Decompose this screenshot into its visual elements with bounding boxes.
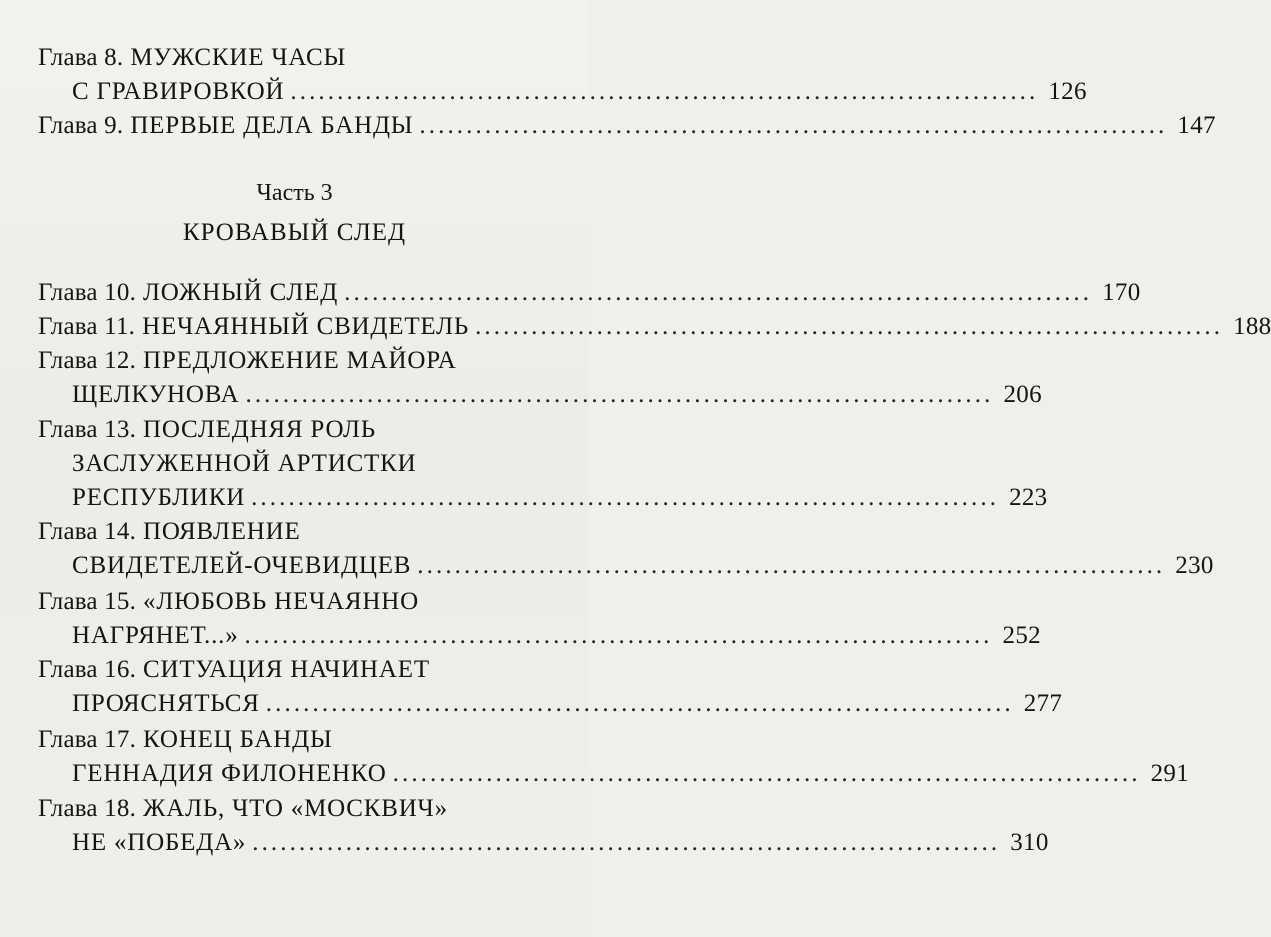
chapter-title: МУЖСКИЕ ЧАСЫ (130, 44, 347, 71)
chapter-title: «ЛЮБОВЬ НЕЧАЯННО (143, 588, 419, 615)
chapter-title: КОНЕЦ БАНДЫ (143, 726, 333, 753)
dot-leader: ................................................................................ (252, 829, 1001, 856)
part-label: Часть 3 (256, 180, 333, 206)
chapter-label: Глава 9. (38, 112, 124, 139)
chapter-label: Глава 17. (38, 726, 137, 753)
chapter-title: НАГРЯНЕТ...» (72, 622, 239, 649)
chapter-label: Глава 10. (38, 279, 137, 306)
chapter-title: ПРЕДЛОЖЕНИЕ МАЙОРА (143, 347, 457, 374)
page-number: 147 (1177, 112, 1216, 139)
toc-entry-chapter-15-line-1 (38, 588, 508, 622)
chapter-label: Глава 14. (38, 518, 137, 545)
toc-entry-chapter-8-line-1 (38, 44, 508, 78)
chapter-title: ЖАЛЬ, ЧТО «МОСКВИЧ» (143, 795, 448, 822)
chapter-title: НЕ «ПОБЕДА» (72, 829, 247, 856)
toc-entry-chapter-16-line-2 (72, 690, 1063, 724)
toc-entry-chapter-16-line-1 (38, 656, 508, 690)
chapter-title: ЩЕЛКУНОВА (72, 381, 240, 408)
part-title: КРОВАВЫЙ СЛЕД (182, 219, 407, 246)
dot-leader: ................................................................................ (244, 622, 993, 649)
chapter-title: СВИДЕТЕЛЕЙ-ОЧЕВИДЦЕВ (72, 552, 412, 579)
toc-entry-chapter-13-line-2 (72, 450, 532, 484)
page-number: 188 (1233, 313, 1271, 340)
toc-entry-chapter-14-line-1 (38, 518, 508, 552)
toc-entry-chapter-10 (38, 279, 1141, 313)
chapter-label: Глава 8. (38, 44, 124, 71)
toc-entry-chapter-12-line-2 (72, 381, 1042, 415)
chapter-title: НЕЧАЯННЫЙ СВИДЕТЕЛЬ (142, 313, 470, 340)
chapter-title: СИТУАЦИЯ НАЧИНАЕТ (143, 656, 430, 683)
page-number: 310 (1010, 829, 1049, 856)
page-number: 291 (1150, 760, 1190, 787)
chapter-label: Глава 13. (38, 416, 137, 443)
chapter-label: Глава 12. (38, 347, 137, 374)
toc-entry-chapter-12-line-1 (38, 347, 508, 381)
toc-entry-chapter-15-line-2 (72, 622, 1041, 656)
page-number: 223 (1009, 484, 1048, 511)
toc-entry-chapter-17-line-2 (72, 760, 1190, 794)
page-number: 277 (1023, 690, 1063, 717)
toc-entry-chapter-13-line-1 (38, 416, 508, 450)
toc-entry-chapter-13-line-3 (72, 484, 1048, 518)
page-number: 126 (1048, 78, 1087, 105)
chapter-label: Глава 15. (38, 588, 137, 615)
dot-leader: ................................................................................ (245, 381, 994, 408)
chapter-title: С ГРАВИРОВКОЙ (72, 78, 285, 105)
chapter-title: ПРОЯСНЯТЬСЯ (72, 690, 260, 717)
toc-entry-chapter-11 (38, 313, 1271, 347)
chapter-title: РЕСПУБЛИКИ (72, 484, 246, 511)
chapter-title: ПОЯВЛЕНИЕ (143, 518, 301, 545)
dot-leader: ................................................................................ (475, 313, 1224, 340)
dot-leader: ................................................................................ (392, 760, 1141, 787)
page-number: 170 (1102, 279, 1141, 306)
chapter-label: Глава 16. (38, 656, 137, 683)
dot-leader: ................................................................................ (417, 552, 1166, 579)
dot-leader: ................................................................................ (251, 484, 1000, 511)
page-number: 230 (1175, 552, 1214, 579)
toc-entry-chapter-8-line-2 (72, 78, 1087, 112)
chapter-label: Глава 11. (38, 313, 136, 340)
dot-leader: ................................................................................ (419, 112, 1168, 139)
chapter-title: ЛОЖНЫЙ СЛЕД (143, 279, 339, 306)
chapter-label: Глава 18. (38, 795, 137, 822)
dot-leader: ................................................................................ (344, 279, 1093, 306)
chapter-title: ПЕРВЫЕ ДЕЛА БАНДЫ (130, 112, 414, 139)
dot-leader: ................................................................................ (290, 78, 1039, 105)
page-number: 206 (1003, 381, 1042, 408)
chapter-title: ПОСЛЕДНЯЯ РОЛЬ (143, 416, 376, 443)
toc-entry-chapter-18-line-1 (38, 795, 508, 829)
page-number: 252 (1002, 622, 1041, 649)
chapter-title: ЗАСЛУЖЕННОЙ АРТИСТКИ (72, 450, 417, 477)
toc-entry-chapter-14-line-2 (72, 552, 1214, 586)
dot-leader: ................................................................................ (265, 690, 1014, 717)
toc-entry-chapter-9 (38, 112, 1216, 146)
toc-entry-chapter-18-line-2 (72, 829, 1049, 863)
chapter-title: ГЕННАДИЯ ФИЛОНЕНКО (72, 760, 387, 787)
toc-entry-chapter-17-line-1 (38, 726, 508, 760)
